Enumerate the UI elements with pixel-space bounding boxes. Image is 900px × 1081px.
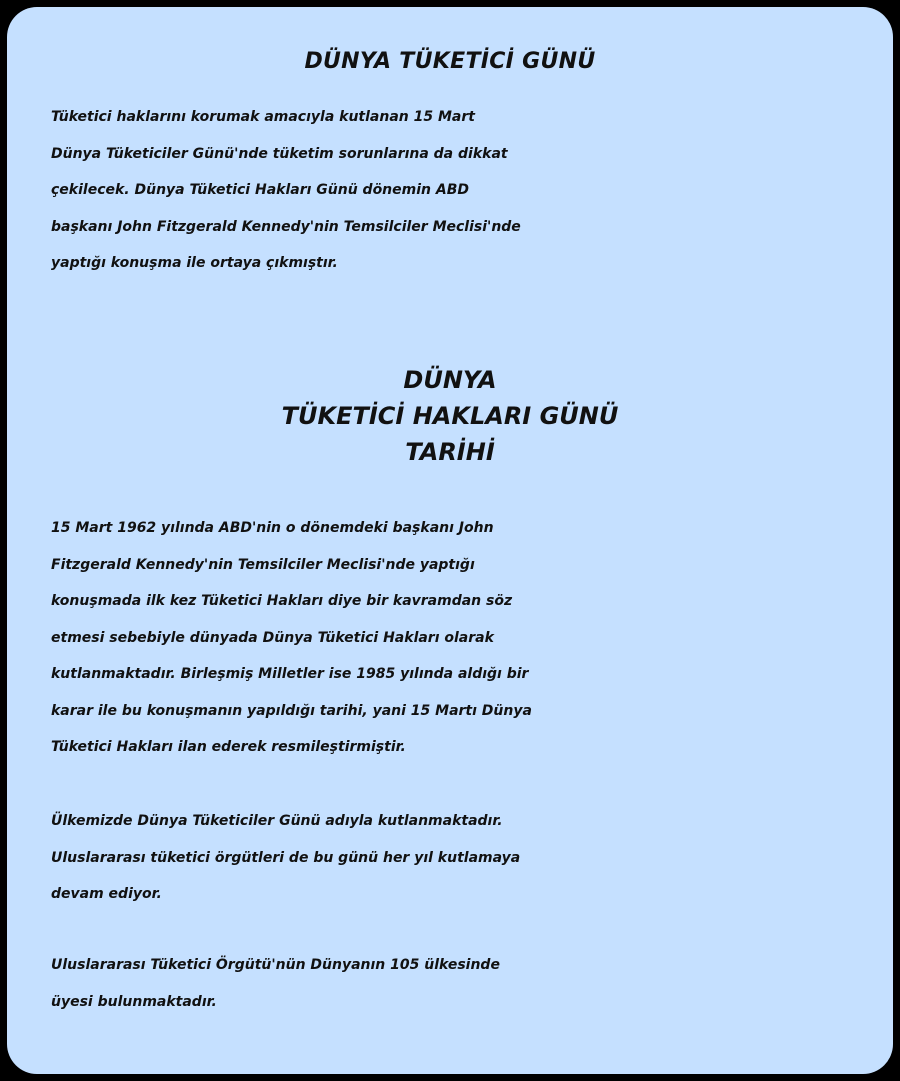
organization-paragraph: [51, 947, 881, 1020]
paragraph-line: kutlanmaktadır. Birleşmiş Milletler ise 1985 yılında aldığı bir: [51, 666, 529, 682]
heading-line: TÜKETİCİ HAKLARI GÜNÜ: [281, 402, 619, 430]
section-heading: [7, 362, 893, 470]
paragraph-line: Tüketici Hakları ilan ederek resmileştirmiştir.: [51, 739, 406, 755]
paragraph-line: karar ile bu konuşmanın yapıldığı tarihi, yani 15 Martı Dünya: [51, 702, 532, 719]
paragraph-line: Dünya Tüketiciler Günü'nde tüketim sorunlarına da dikkat: [51, 145, 508, 162]
paragraph-line: devam ediyor.: [51, 886, 162, 902]
heading-line: DÜNYA: [403, 366, 497, 394]
paragraph-line: Tüketici haklarını korumak amacıyla kutlanan 15 Mart: [51, 109, 475, 125]
paragraph-line: yaptığı konuşma ile ortaya çıkmıştır.: [51, 255, 338, 271]
paragraph-line: Ülkemizde Dünya Tüketiciler Günü adıyla kutlanmaktadır.: [51, 813, 503, 829]
paragraph-line: Fitzgerald Kennedy'nin Temsilciler Meclisi'nde yaptığı: [51, 556, 475, 573]
document-title: DÜNYA TÜKETİCİ GÜNÜ: [304, 49, 596, 74]
paragraph-line: 15 Mart 1962 yılında ABD'nin o dönemdeki başkanı John: [51, 520, 494, 536]
paragraph-line: konuşmada ilk kez Tüketici Hakları diye bir kavramdan söz: [51, 593, 513, 609]
paragraph-line: başkanı John Fitzgerald Kennedy'nin Temsilciler Meclisi'nde: [51, 218, 521, 235]
document-card: [7, 7, 893, 1074]
paragraph-line: Uluslararası tüketici örgütleri de bu günü her yıl kutlamaya: [51, 849, 521, 866]
intro-paragraph: [51, 99, 881, 282]
paragraph-line: üyesi bulunmaktadır.: [51, 993, 217, 1010]
paragraph-line: Uluslararası Tüketici Örgütü'nün Dünyanın 105 ülkesinde: [51, 957, 500, 973]
paragraph-line: etmesi sebebiyle dünyada Dünya Tüketici Hakları olarak: [51, 629, 494, 646]
paragraph-line: çekilecek. Dünya Tüketici Hakları Günü dönemin ABD: [51, 182, 469, 198]
heading-line: TARİHİ: [405, 438, 495, 466]
country-paragraph: [51, 803, 881, 913]
history-paragraph: [51, 510, 881, 766]
